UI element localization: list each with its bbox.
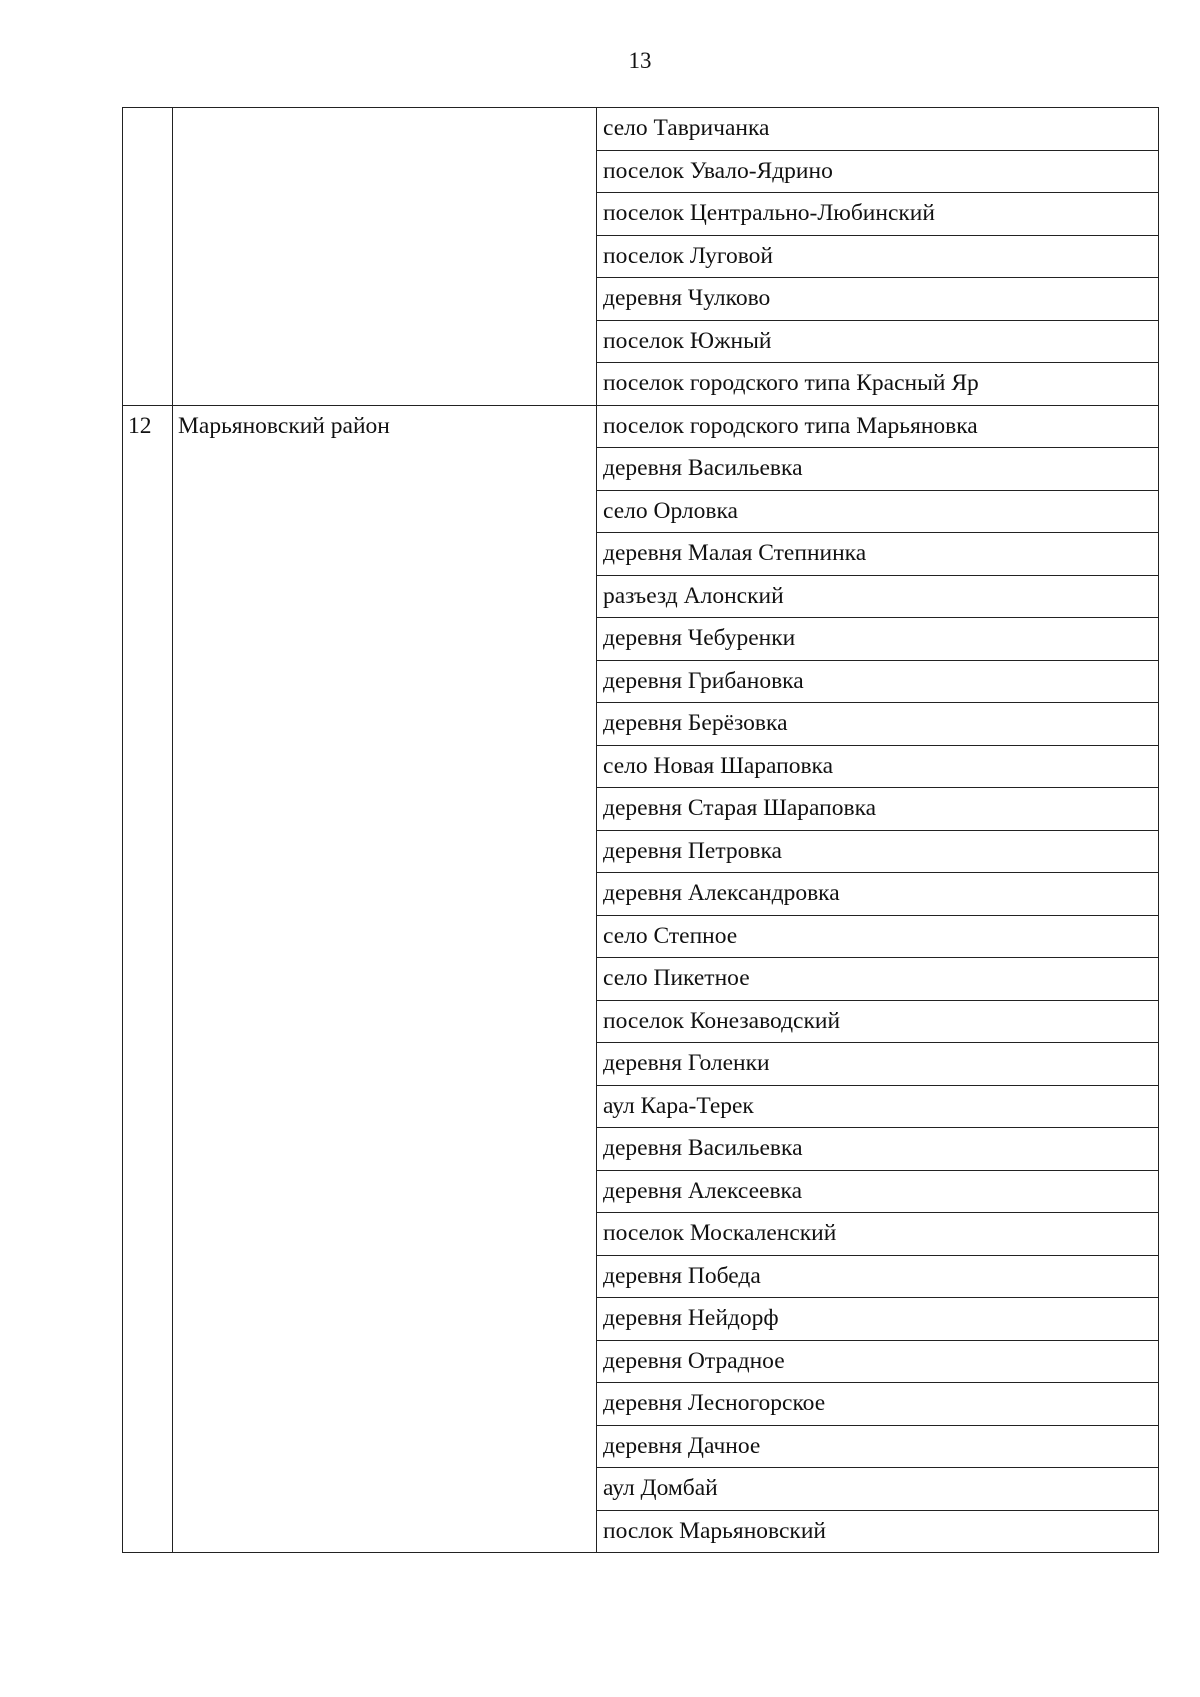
settlement-name: поселок Центрально-Любинский [603,200,935,226]
settlement-cell [597,1213,1159,1256]
settlement-name: поселок городского типа Красный Яр [603,370,979,396]
settlement-cell [597,490,1159,533]
settlement-cell [597,1510,1159,1553]
district-number-cell [123,108,173,406]
settlement-name: деревня Отрадное [603,1347,785,1374]
settlement-cell [597,873,1159,916]
settlement-name: деревня Васильевка [603,455,803,481]
settlement-name: поселок Увало-Ядрино [603,157,833,184]
district-name-cell [173,405,597,1553]
settlement-name: разъезд Алонский [603,582,784,609]
settlement-cell [597,533,1159,576]
settlement-name: деревня Дачное [603,1432,761,1459]
settlement-cell [597,958,1159,1001]
settlement-cell [597,1298,1159,1341]
settlement-cell [597,1000,1159,1043]
settlement-cell [597,1128,1159,1171]
settlement-name: поселок городского типа Марьяновка [603,412,978,439]
settlement-cell [597,405,1159,448]
settlement-name: село Орловка [603,497,738,524]
settlement-cell [597,1468,1159,1511]
settlement-name: деревня Берёзовка [603,710,788,736]
settlement-name: поселок Конезаводский [603,1007,841,1034]
settlement-name: деревня Васильевка [603,1135,803,1161]
table-row [123,108,1159,151]
settlement-cell [597,1085,1159,1128]
settlement-cell [597,193,1159,236]
settlement-cell [597,575,1159,618]
settlement-name: деревня Чебуренки [603,625,796,651]
settlement-cell [597,1340,1159,1383]
settlement-name: село Новая Шараповка [603,752,834,779]
settlement-cell [597,448,1159,491]
settlement-cell [597,618,1159,661]
settlement-cell [597,915,1159,958]
settlement-name: деревня Петровка [603,837,782,864]
settlement-name: деревня Алексеевка [603,1177,803,1204]
settlement-name: поселок Москаленский [603,1220,837,1246]
settlement-name: деревня Малая Степнинка [603,540,867,566]
district-name: Марьяновский район [178,412,390,439]
settlement-name: деревня Чулково [603,285,771,311]
settlement-name: деревня Голенки [603,1050,770,1076]
settlement-cell [597,150,1159,193]
page-number: 13 [628,48,652,73]
settlement-cell [597,830,1159,873]
settlement-name: село Пикетное [603,965,750,991]
settlement-cell [597,235,1159,278]
table-row [123,405,1159,448]
settlement-cell [597,1170,1159,1213]
settlement-cell [597,363,1159,406]
settlement-name: деревня Нейдорф [603,1305,779,1331]
settlement-name: поселок Южный [603,327,772,354]
settlement-name: аул Домбай [603,1475,718,1501]
settlement-cell [597,320,1159,363]
settlement-name: село Степное [603,922,738,949]
settlement-cell [597,660,1159,703]
settlements-table-body [123,108,1159,1553]
settlement-name: деревня Лесногорское [603,1390,826,1416]
settlement-name: послок Марьяновский [603,1517,826,1544]
settlement-name: деревня Грибановка [603,667,804,694]
settlement-cell [597,703,1159,746]
district-name-cell [173,108,597,406]
settlement-name: деревня Старая Шараповка [603,795,877,821]
settlement-name: деревня Победа [603,1262,761,1289]
settlement-cell [597,108,1159,151]
settlement-name: аул Кара-Терек [603,1092,754,1119]
district-number: 12 [128,412,152,439]
settlement-cell [597,1383,1159,1426]
settlement-name: село Тавричанка [603,115,770,141]
settlement-cell [597,1425,1159,1468]
settlement-cell [597,1255,1159,1298]
district-number-cell [123,405,173,1553]
settlement-cell [597,278,1159,321]
settlement-name: деревня Александровка [603,880,840,906]
settlement-name: поселок Луговой [603,242,773,269]
settlements-table [122,107,1159,1553]
settlement-cell [597,745,1159,788]
settlement-cell [597,1043,1159,1086]
settlement-cell [597,788,1159,831]
